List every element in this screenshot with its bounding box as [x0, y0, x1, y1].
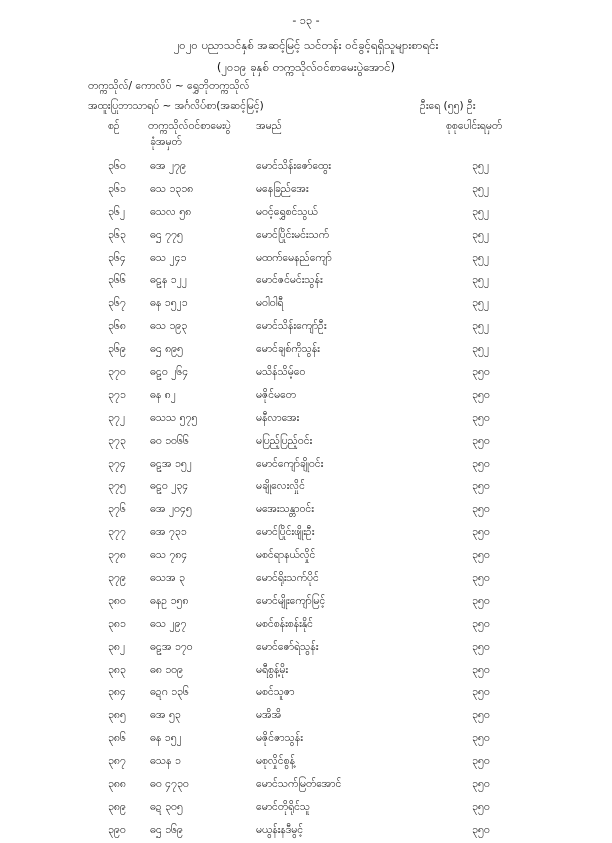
roll-number: ဓအ ၂၇၉ — [150, 160, 186, 172]
total-marks: ၃၅၀ — [472, 778, 490, 791]
row-number: ၃၈၀ — [108, 594, 126, 607]
row-number: ၃၈၇ — [108, 755, 126, 768]
student-name: မချိုလေးလှိုင် — [256, 480, 305, 493]
student-name: မောင်မျိုးကျော်မြင့် — [256, 594, 326, 607]
table-row — [0, 705, 612, 728]
row-number: ၃၇၅ — [108, 480, 126, 493]
roll-number: ဓသအ ၃ — [150, 572, 185, 585]
roll-number: ဓအ ၇၃၁ — [150, 526, 187, 539]
student-name: မောင်တိုရိုင်သူ — [256, 800, 311, 813]
student-name: မစင်စန်းစန်းနိုင် — [256, 617, 313, 630]
roll-number: ဓဠအ ၁၇၀ — [150, 640, 193, 653]
row-number: ၃၈၃ — [108, 663, 126, 676]
table-row — [0, 248, 612, 271]
row-number: ၃၇၁ — [108, 388, 126, 401]
roll-number: ဓသသ ၅၇၅ — [150, 411, 198, 424]
roll-number: ဓန ၈၂ — [150, 388, 176, 401]
row-number: ၃၆၁ — [108, 182, 126, 195]
roll-number: ဓဌ ၇၇၅ — [150, 228, 183, 241]
quota-label: ဦးရေ (၅၅) ဦး — [420, 100, 476, 112]
roll-number: ဓဠ၀ ၂၆၄ — [150, 366, 189, 379]
roll-number: ဓနဥ ၁၅၈ — [150, 594, 189, 607]
student-name: မောင်သက်မြတ်အောင် — [256, 778, 342, 791]
row-number: ၃၆၈ — [108, 320, 126, 333]
roll-number: ဓဠ၀ ၂၃၄ — [150, 480, 189, 493]
table-row — [0, 660, 612, 683]
total-marks: ၃၅၀ — [472, 457, 490, 470]
table-row — [0, 774, 612, 797]
roll-number: ဓသန ၁ — [150, 755, 181, 768]
table-row — [0, 339, 612, 362]
roll-number: ဓ၈ ၁၀၉ — [150, 663, 183, 676]
row-number: ၃၆၀ — [108, 160, 126, 172]
table-row — [0, 751, 612, 774]
row-number: ၃၆၇ — [108, 297, 126, 310]
header-no: စဉ် — [108, 120, 120, 132]
roll-number: ဓဠန ၁၂၂ — [150, 274, 187, 287]
total-marks: ၃၅၂ — [472, 160, 489, 172]
table-row — [0, 728, 612, 751]
roll-number: ဓသ ၇၈၄ — [150, 549, 188, 562]
total-marks: ၃၅၂ — [472, 297, 489, 310]
row-number: ၃၇၃ — [108, 434, 126, 447]
table-row — [0, 454, 612, 477]
row-number: ၃၇၈ — [108, 549, 126, 562]
total-marks: ၃၅၀ — [472, 366, 490, 379]
student-name: မနေခြည်အေး — [256, 182, 309, 195]
roll-number: ဓဌ ၈၉၅ — [150, 343, 183, 356]
table-row — [0, 225, 612, 248]
row-number: ၃၇၉ — [108, 572, 126, 585]
roll-number: ဓဌ ၁၆၉ — [150, 823, 183, 836]
student-name: မောင်သိန်းကျော်ဦး — [256, 320, 327, 333]
row-number: ၃၆၄ — [108, 251, 126, 264]
university-label: တက္ကသိုလ်/ ကောလိပ် ~ ရွှေဘိုတက္ကသိုလ် — [88, 80, 250, 92]
header-roll-line2: ခုံအမှတ် — [150, 136, 182, 148]
row-number: ၃၈၁ — [108, 617, 126, 630]
row-number: ၃၆၂ — [108, 205, 125, 218]
total-marks: ၃၅၂ — [472, 205, 489, 218]
student-name: မောင်သိန်းဇော်ထွေး — [256, 160, 331, 172]
total-marks: ၃၅၀ — [472, 640, 490, 653]
total-marks: ၃၅၀ — [472, 549, 490, 562]
total-marks: ၃၅၂ — [472, 343, 489, 356]
row-number: ၃၈၈ — [108, 778, 126, 791]
total-marks: ၃၅၀ — [472, 594, 490, 607]
table-row — [0, 545, 612, 568]
row-number: ၃၉၀ — [108, 823, 126, 836]
row-number: ၃၆၃ — [108, 228, 126, 241]
total-marks: ၃၅၀ — [472, 503, 490, 516]
table-row — [0, 637, 612, 660]
student-name: မောင်ဇော်ရဲသွန်း — [256, 640, 319, 653]
roll-number: ဓဍဂ ၁၃၆ — [150, 686, 189, 699]
document-title: ၂၀၂၀ ပညာသင်နှစ် အဆင့်မြင့် သင်တန်း ဝင်ခွင့်ရရှိသူများစာရင်း — [173, 38, 439, 52]
table-row — [0, 202, 612, 225]
student-name: မောင်ပြိုင်းမင်းသက် — [256, 228, 329, 241]
table-row — [0, 522, 612, 545]
header-roll: တက္ကသိုလ်ဝင်စာမေးပွဲ — [148, 120, 231, 132]
header-marks: စုစုပေါင်းရမှတ် — [446, 120, 503, 132]
student-name: မောင်ချစ်ကိုသွန်း — [256, 343, 320, 356]
table-row — [0, 614, 612, 637]
row-number: ၃၇၇ — [108, 526, 126, 539]
row-number: ၃၆၉ — [108, 343, 126, 356]
table-row — [0, 179, 612, 202]
student-name: မစုလှိုင်စွန့် — [256, 755, 295, 768]
total-marks: ၃၅၀ — [472, 411, 490, 424]
roll-number: ဓန ၁၅၂၁ — [150, 297, 188, 310]
row-number: ၃၈၅ — [108, 709, 126, 722]
total-marks: ၃၅၀ — [472, 617, 490, 630]
total-marks: ၃၅၂ — [472, 320, 489, 333]
roll-number: ဓဝ ၄၇၃၀ — [150, 778, 189, 791]
student-name: မောင်ကျော်ချိုဝင်း — [256, 457, 324, 470]
table-row — [0, 820, 612, 843]
total-marks: ၃၅၀ — [472, 686, 490, 699]
total-marks: ၃၅၂ — [472, 182, 489, 195]
row-number: ၃၇၀ — [108, 366, 126, 379]
roll-number: ဓသ ၁၃၁၈ — [150, 182, 194, 195]
document-subtitle: (၂၀၁၉ ခုနှစ် တက္ကသိုလ်ဝင်စာမေးပွဲအောင်) — [216, 60, 396, 74]
total-marks: ၃၅၀ — [472, 388, 490, 401]
table-row — [0, 797, 612, 820]
table-row — [0, 316, 612, 339]
student-name: မဇိုင်ဇာသွန်း — [256, 732, 303, 745]
total-marks: ၃၅၀ — [472, 732, 490, 745]
student-name: မသိန်သိမ့်ဝေ — [256, 366, 306, 379]
total-marks: ၃၅၀ — [472, 755, 490, 768]
student-name: မောင်ရိုးသက်ပိုင် — [256, 572, 319, 585]
table-row — [0, 362, 612, 385]
student-name: မဇိုင်မတေ — [256, 388, 296, 401]
student-list — [0, 156, 612, 843]
table-row — [0, 270, 612, 293]
total-marks: ၃၅၀ — [472, 800, 490, 813]
roll-number: ဓအ ၂၀၄၅ — [150, 503, 192, 516]
total-marks: ၃၅၀ — [472, 663, 490, 676]
roll-number: ဓသ ၁၉၃ — [150, 320, 188, 333]
roll-number: ဓဍ ၃၀၅ — [150, 800, 183, 813]
row-number: ၃၇၄ — [108, 457, 126, 470]
total-marks: ၃၅၀ — [472, 480, 490, 493]
student-name: မဝင့်ရွှေစင်သွယ် — [256, 205, 318, 218]
row-number: ၃၆၆ — [108, 274, 126, 287]
roll-number: ဓန ၁၅၂ — [150, 732, 182, 745]
student-name: မစင်သူဇာ — [256, 686, 295, 699]
roll-number: ဓသ ၂၄၁ — [150, 251, 187, 264]
student-name: မောင်ပြိုင်းဖျိုးဦး — [256, 526, 315, 539]
total-marks: ၃၅၀ — [472, 572, 490, 585]
table-row — [0, 293, 612, 316]
table-row — [0, 385, 612, 408]
row-number: ၃၇၂ — [108, 411, 125, 424]
header-name: အမည် — [256, 120, 282, 132]
table-row — [0, 431, 612, 454]
row-number: ၃၈၉ — [108, 800, 126, 813]
total-marks: ၃၅၀ — [472, 526, 490, 539]
total-marks: ၃၅၀ — [472, 709, 490, 722]
table-row — [0, 156, 612, 179]
total-marks: ၃၅၂ — [472, 228, 489, 241]
student-name: မစင်ရာနယ်လှိုင် — [256, 549, 316, 562]
roll-number: ဓသ ၂၉၇ — [150, 617, 187, 630]
student-name: မယွန်းနဒီမွင့် — [256, 823, 304, 836]
student-name: မနီလာအေး — [256, 411, 300, 424]
roll-number: ဓအ ၅၃ — [150, 709, 181, 722]
total-marks: ၃၅၀ — [472, 823, 490, 836]
major-label: အထူးပြုဘာသာရပ် ~ အင်္ဂလိပ်စာ(အဆင့်မြင့်) — [88, 100, 264, 112]
row-number: ၃၈၂ — [108, 640, 126, 653]
total-marks: ၃၅၀ — [472, 434, 490, 447]
roll-number: ဓဝ ၁၀၆၆ — [150, 434, 189, 447]
row-number: ၃၈၄ — [108, 686, 126, 699]
page-number: - ၁၃ - — [292, 14, 320, 27]
row-number: ၃၈၆ — [108, 732, 126, 745]
table-row — [0, 568, 612, 591]
student-name: မောင်ဇင်မင်းသွန်း — [256, 274, 323, 287]
table-row — [0, 476, 612, 499]
roll-number: ဓဠအ ၁၅၂ — [150, 457, 192, 470]
total-marks: ၃၅၂ — [472, 251, 489, 264]
student-name: မပြည့်ပြည့်ဝင်း — [256, 434, 313, 447]
student-name: မအေးသန္တာဝင်း — [256, 503, 314, 516]
student-name: မထက်မေနည်ကျော် — [256, 251, 332, 264]
table-row — [0, 682, 612, 705]
student-name: မဝါဝါရီ — [256, 297, 284, 310]
table-row — [0, 591, 612, 614]
total-marks: ၃၅၂ — [472, 274, 489, 287]
row-number: ၃၇၆ — [108, 503, 126, 516]
table-row — [0, 499, 612, 522]
student-name: မရီစွန့်မိုး — [256, 663, 289, 676]
roll-number: ဓသလ ၅၈ — [150, 205, 192, 218]
student-name: မအိအိ — [256, 709, 282, 722]
table-row — [0, 408, 612, 431]
